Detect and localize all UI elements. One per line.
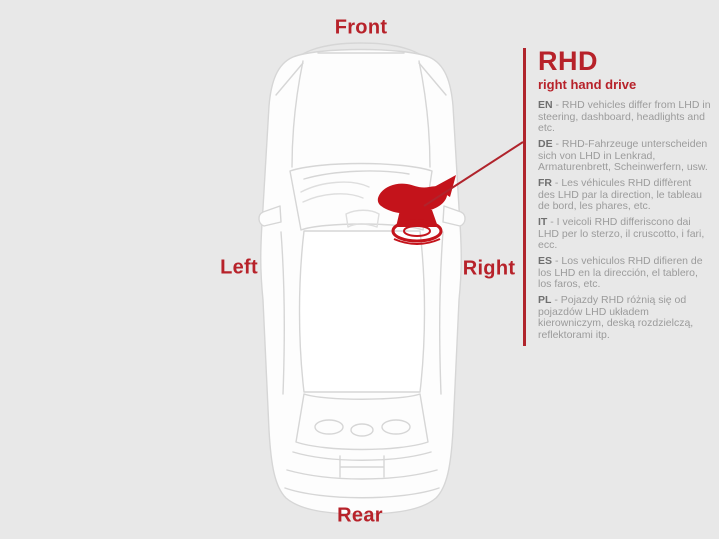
panel-entry-it — [538, 217, 711, 252]
car-roof — [300, 231, 425, 392]
car-mirror-right — [443, 206, 465, 226]
lang-text-it: - I veicoli RHD differiscono dai LHD per lo sterzo, il cruscotto, i fari, ecc. — [538, 216, 705, 251]
panel-entry-pl — [538, 295, 711, 341]
panel-entry-es — [538, 256, 711, 291]
lang-text-pl: - Pojazdy RHD różnią się od pojazdów LHD układem kierowniczym, deską rozdzielczą, reflektorami itp. — [538, 294, 694, 341]
label-rear: Rear — [337, 504, 383, 527]
lang-code-it: IT — [538, 216, 548, 228]
lang-code-pl: PL — [538, 294, 552, 306]
label-right: Right — [462, 257, 516, 280]
panel-subtitle: right hand drive — [538, 77, 637, 92]
panel-title: RHD — [538, 46, 598, 76]
lang-code-es: ES — [538, 255, 553, 267]
lang-text-en: - RHD vehicles differ from LHD in steering, dashboard, headlights and etc. — [538, 99, 711, 134]
lang-code-de: DE — [538, 138, 553, 150]
panel-entry-de — [538, 139, 711, 174]
panel-entry-fr — [538, 178, 711, 213]
lang-text-de: - RHD-Fahrzeuge unterscheiden sich von LHD in Lenkrad, Armaturenbrett, Scheinwerfern, usw. — [538, 138, 708, 173]
rhd-info-panel — [523, 48, 711, 346]
lang-code-en: EN — [538, 99, 553, 111]
label-front: Front — [334, 16, 388, 39]
lang-text-fr: - Les véhicules RHD diffèrent des LHD par la direction, le tableau de bord, les phares, etc. — [538, 177, 703, 212]
lang-code-fr: FR — [538, 177, 552, 189]
panel-entry-en — [538, 100, 711, 135]
lang-text-es: - Los vehiculos RHD difieren de los LHD en la dirección, el tablero, los faros, etc. — [538, 255, 703, 290]
label-left: Left — [220, 256, 258, 279]
